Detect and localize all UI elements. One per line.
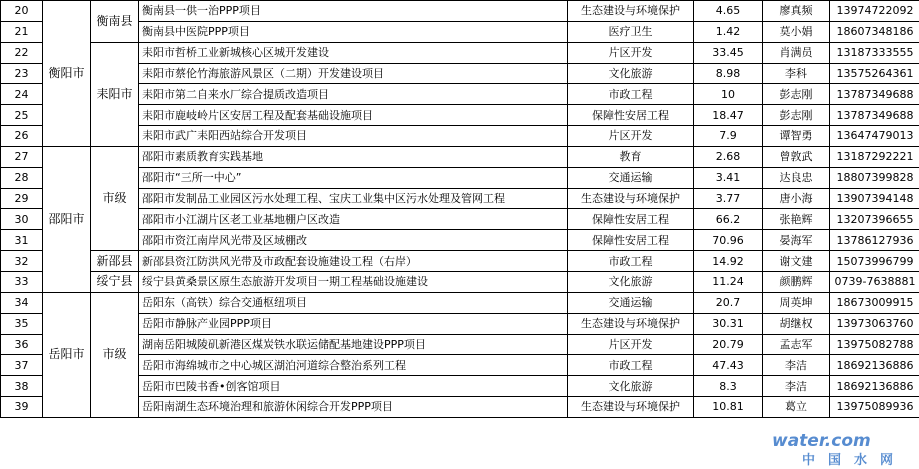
investment-amount: 2.68: [694, 146, 763, 167]
project-category: 市政工程: [568, 84, 694, 105]
investment-amount: 8.98: [694, 63, 763, 84]
table-row: [1, 209, 919, 230]
investment-amount: 1.42: [694, 21, 763, 42]
contact-person: 肖满员: [763, 42, 830, 63]
project-category: 保障性安居工程: [568, 209, 694, 230]
contact-phone: 13787349688: [830, 84, 919, 105]
contact-phone: 13187292221: [830, 146, 919, 167]
row-number: 39: [1, 397, 43, 418]
contact-person: 李洁: [763, 376, 830, 397]
contact-phone: 18692136886: [830, 376, 919, 397]
project-category: 文化旅游: [568, 271, 694, 292]
contact-phone: 13647479013: [830, 126, 919, 147]
row-number: 29: [1, 188, 43, 209]
investment-amount: 66.2: [694, 209, 763, 230]
row-number: 37: [1, 355, 43, 376]
investment-amount: 10.81: [694, 397, 763, 418]
contact-person: 葛立: [763, 397, 830, 418]
table-row: [1, 84, 919, 105]
watermark-text: water.com: [772, 431, 871, 451]
contact-phone: 13975089936: [830, 397, 919, 418]
investment-amount: 7.9: [694, 126, 763, 147]
project-category: 市政工程: [568, 355, 694, 376]
project-name: 邵阳市小江湖片区老工业基地棚户区改造: [139, 209, 568, 230]
project-name: 衡南县中医院PPP项目: [139, 21, 568, 42]
project-category: 保障性安居工程: [568, 230, 694, 251]
row-number: 23: [1, 63, 43, 84]
contact-phone: 13975082788: [830, 334, 919, 355]
county-cell: 市级: [91, 146, 139, 250]
table-row: [1, 230, 919, 251]
project-name: 邵阳市素质教育实践基地: [139, 146, 568, 167]
project-category: 教育: [568, 146, 694, 167]
table-row: [1, 105, 919, 126]
project-category: 生态建设与环境保护: [568, 397, 694, 418]
row-number: 25: [1, 105, 43, 126]
contact-person: 彭志刚: [763, 105, 830, 126]
contact-phone: 13786127936: [830, 230, 919, 251]
project-name: 耒阳市鹿岐岭片区安居工程及配套基础设施项目: [139, 105, 568, 126]
county-cell: 新邵县: [91, 251, 139, 272]
project-name: 耒阳市武广耒阳西站综合开发项目: [139, 126, 568, 147]
county-cell: 衡南县: [91, 1, 139, 43]
investment-amount: 33.45: [694, 42, 763, 63]
project-category: 保障性安居工程: [568, 105, 694, 126]
contact-phone: 13187333555: [830, 42, 919, 63]
row-number: 26: [1, 126, 43, 147]
row-number: 32: [1, 251, 43, 272]
investment-amount: 3.77: [694, 188, 763, 209]
contact-person: 颜鹏辉: [763, 271, 830, 292]
row-number: 30: [1, 209, 43, 230]
contact-phone: 13787349688: [830, 105, 919, 126]
project-name: 邵阳市发制品工业园区污水处理工程、宝庆工业集中区污水处理及管网工程: [139, 188, 568, 209]
city-cell: 衡阳市: [43, 1, 91, 147]
row-number: 24: [1, 84, 43, 105]
investment-amount: 4.65: [694, 1, 763, 22]
table-row: [1, 63, 919, 84]
contact-person: 谢文建: [763, 251, 830, 272]
county-cell: 绥宁县: [91, 271, 139, 292]
row-number: 20: [1, 1, 43, 22]
investment-amount: 3.41: [694, 167, 763, 188]
project-category: 生态建设与环境保护: [568, 313, 694, 334]
investment-amount: 14.92: [694, 251, 763, 272]
table-row: [1, 397, 919, 418]
project-name: 湖南岳阳城陵矶新港区煤炭铁水联运储配基地建设PPP项目: [139, 334, 568, 355]
row-number: 27: [1, 146, 43, 167]
contact-phone: 18807399828: [830, 167, 919, 188]
row-number: 38: [1, 376, 43, 397]
contact-person: 莫小娟: [763, 21, 830, 42]
table-row: [1, 271, 919, 292]
project-category: 片区开发: [568, 334, 694, 355]
project-category: 文化旅游: [568, 63, 694, 84]
table-row: [1, 251, 919, 272]
project-category: 片区开发: [568, 126, 694, 147]
contact-phone: 13575264361: [830, 63, 919, 84]
contact-phone: 13207396655: [830, 209, 919, 230]
row-number: 36: [1, 334, 43, 355]
contact-phone: 18673009915: [830, 292, 919, 313]
project-name: 耒阳市哲桥工业新城核心区城开发建设: [139, 42, 568, 63]
investment-amount: 8.3: [694, 376, 763, 397]
project-name: 岳阳市海绵城市之中心城区湖泊河道综合整治系列工程: [139, 355, 568, 376]
project-category: 文化旅游: [568, 376, 694, 397]
table-row: [1, 167, 919, 188]
city-cell: 邵阳市: [43, 146, 91, 292]
row-number: 21: [1, 21, 43, 42]
table-row: [1, 126, 919, 147]
row-number: 28: [1, 167, 43, 188]
project-name: 衡南县一供一治PPP项目: [139, 1, 568, 22]
table-row: [1, 355, 919, 376]
project-category: 片区开发: [568, 42, 694, 63]
watermark-subtext: 中国水网: [802, 453, 907, 468]
project-category: 生态建设与环境保护: [568, 188, 694, 209]
contact-phone: 15073996799: [830, 251, 919, 272]
county-cell: 市级: [91, 292, 139, 417]
table-row: [1, 334, 919, 355]
project-name: 耒阳市蔡伦竹海旅游风景区（二期）开发建设项目: [139, 63, 568, 84]
contact-person: 晏海军: [763, 230, 830, 251]
contact-phone: 0739-7638881: [830, 271, 919, 292]
contact-person: 唐小海: [763, 188, 830, 209]
contact-phone: 18692136886: [830, 355, 919, 376]
contact-phone: 18607348186: [830, 21, 919, 42]
table-row: [1, 376, 919, 397]
project-name: 耒阳市第二自来水厂综合提质改造项目: [139, 84, 568, 105]
contact-person: 彭志刚: [763, 84, 830, 105]
contact-person: 周英坤: [763, 292, 830, 313]
table-row: [1, 146, 919, 167]
contact-person: 达良忠: [763, 167, 830, 188]
project-category: 交通运输: [568, 292, 694, 313]
table-row: [1, 1, 919, 22]
contact-person: 谭智勇: [763, 126, 830, 147]
project-name: 邵阳市资江南岸风光带及区域棚改: [139, 230, 568, 251]
project-name: 新邵县资江防洪风光带及市政配套设施建设工程（右岸）: [139, 251, 568, 272]
county-cell: 耒阳市: [91, 42, 139, 146]
row-number: 35: [1, 313, 43, 334]
contact-phone: 13907394148: [830, 188, 919, 209]
contact-person: 曾敦武: [763, 146, 830, 167]
row-number: 34: [1, 292, 43, 313]
investment-amount: 10: [694, 84, 763, 105]
project-category: 医疗卫生: [568, 21, 694, 42]
project-name: 岳阳南湖生态环境治理和旅游休闲综合开发PPP项目: [139, 397, 568, 418]
table-row: [1, 292, 919, 313]
contact-phone: 13974722092: [830, 1, 919, 22]
contact-person: 李洁: [763, 355, 830, 376]
project-name: 绥宁县黄桑景区原生态旅游开发项目一期工程基础设施建设: [139, 271, 568, 292]
table-row: [1, 313, 919, 334]
investment-amount: 18.47: [694, 105, 763, 126]
row-number: 22: [1, 42, 43, 63]
project-name: 岳阳市巴陵书香•创客馆项目: [139, 376, 568, 397]
project-category: 生态建设与环境保护: [568, 1, 694, 22]
contact-phone: 13973063760: [830, 313, 919, 334]
investment-amount: 47.43: [694, 355, 763, 376]
investment-amount: 30.31: [694, 313, 763, 334]
investment-amount: 20.79: [694, 334, 763, 355]
contact-person: 胡继权: [763, 313, 830, 334]
table-row: [1, 21, 919, 42]
table-row: [1, 42, 919, 63]
contact-person: 张艳辉: [763, 209, 830, 230]
watermark-logo: [762, 429, 917, 469]
row-number: 33: [1, 271, 43, 292]
project-name: 邵阳市“三所一中心”: [139, 167, 568, 188]
project-category: 交通运输: [568, 167, 694, 188]
city-cell: 岳阳市: [43, 292, 91, 417]
investment-amount: 20.7: [694, 292, 763, 313]
investment-amount: 11.24: [694, 271, 763, 292]
project-name: 岳阳市静脉产业园PPP项目: [139, 313, 568, 334]
contact-person: 廖真频: [763, 1, 830, 22]
table-row: [1, 188, 919, 209]
project-category: 市政工程: [568, 251, 694, 272]
project-name: 岳阳东（高铁）综合交通枢纽项目: [139, 292, 568, 313]
contact-person: 李科: [763, 63, 830, 84]
contact-person: 孟志军: [763, 334, 830, 355]
investment-amount: 70.96: [694, 230, 763, 251]
row-number: 31: [1, 230, 43, 251]
